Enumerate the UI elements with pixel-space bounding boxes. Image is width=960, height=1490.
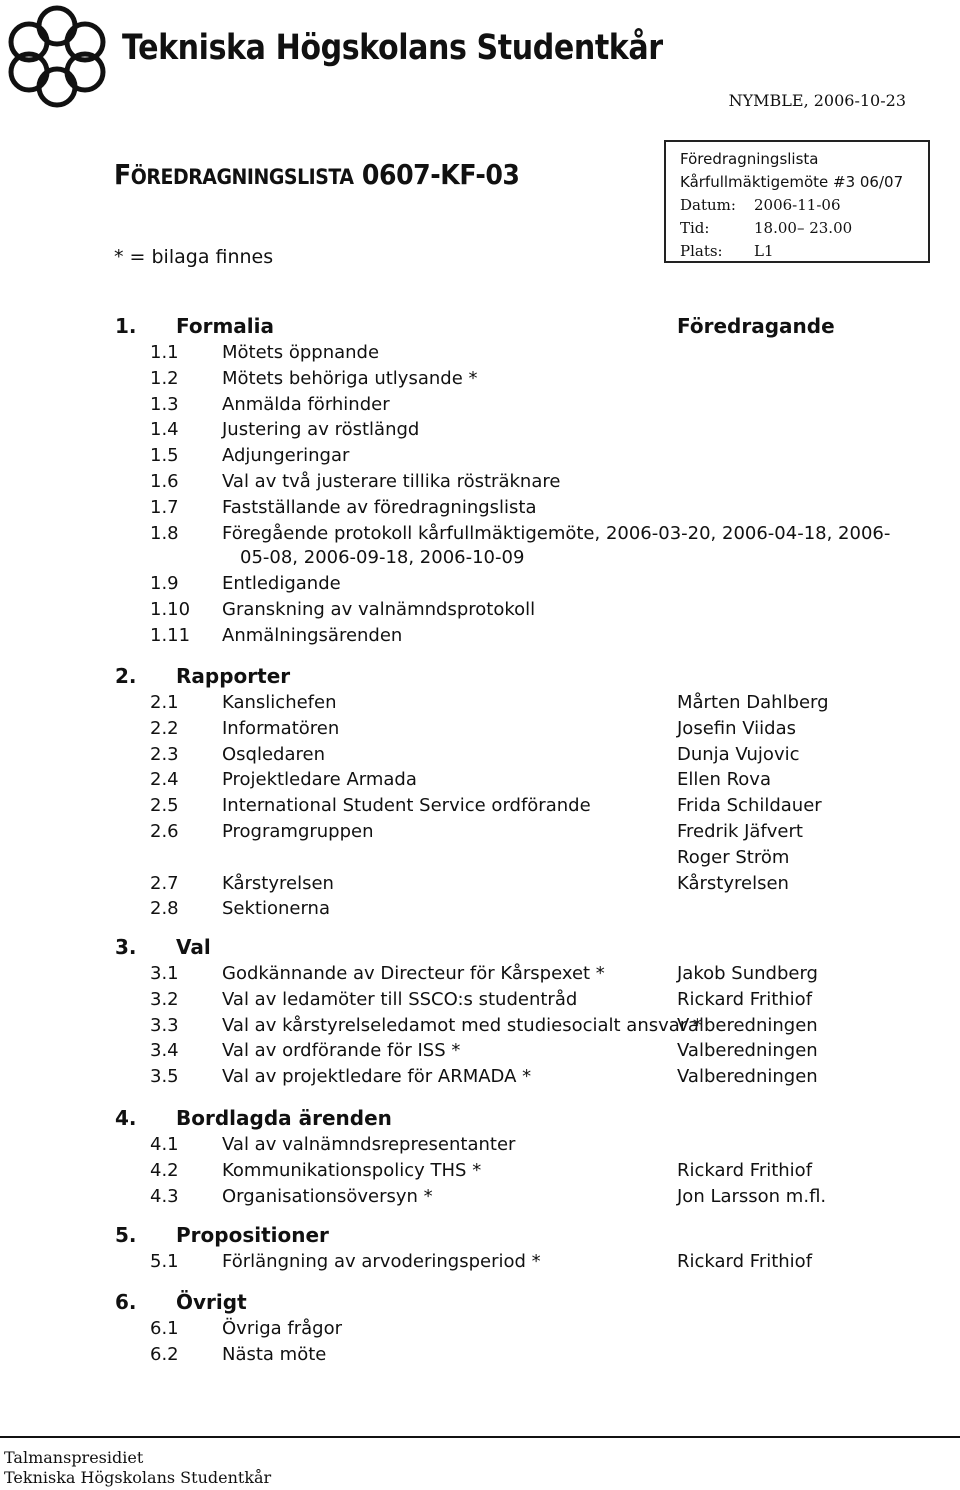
agenda-item-number: 3.3 xyxy=(150,1014,179,1036)
agenda-item-number: 2.8 xyxy=(150,898,179,920)
ths-logo xyxy=(4,4,110,108)
title-code: 0607-KF-03 xyxy=(361,158,520,191)
agenda-item-number: 1.9 xyxy=(150,573,179,595)
footer-divider xyxy=(0,1436,960,1438)
agenda-item-text: Entledigande xyxy=(222,573,341,595)
agenda-item-text: Mötets behöriga utlysande * xyxy=(222,367,478,389)
agenda-item-number: 1.4 xyxy=(150,419,179,441)
agenda-item-responsible: Valberedningen xyxy=(677,1066,818,1088)
agenda-item-number: 6.2 xyxy=(150,1343,179,1365)
footer-line-2: Tekniska Högskolans Studentkår xyxy=(4,1468,272,1487)
agenda-item-text: Övriga frågor xyxy=(222,1318,343,1339)
agenda-item-responsible: Frida Schildauer xyxy=(677,795,822,817)
agenda-item-number: 2.2 xyxy=(150,717,179,739)
agenda-item-responsible: Rickard Frithiof xyxy=(677,1251,813,1272)
agenda-item-number: 2.5 xyxy=(150,795,179,817)
agenda-item-number: 2.1 xyxy=(150,692,179,713)
info-line-1: Föredragningslista xyxy=(680,150,819,168)
info-tid: Tid: 18.00– 23.00 xyxy=(680,219,853,237)
agenda-item-text: Programgruppen xyxy=(222,821,374,842)
agenda-item-number: 2.7 xyxy=(150,872,179,894)
attachment-legend: * = bilaga finnes xyxy=(114,246,274,268)
agenda-item-text: Sektionerna xyxy=(222,898,330,920)
agenda-item-text: Anmälningsärenden xyxy=(222,624,403,646)
agenda-item-number: 1.1 xyxy=(150,342,179,363)
agenda-item-text: Adjungeringar xyxy=(222,445,350,467)
agenda-item-number: 1.7 xyxy=(150,496,179,518)
section-number: 3. xyxy=(115,935,137,959)
footer-line-1: Talmanspresidiet xyxy=(4,1448,144,1467)
agenda-item-text: Projektledare Armada xyxy=(222,769,417,791)
agenda-item-number: 3.5 xyxy=(150,1066,179,1088)
agenda-item-responsible: Fredrik Jäfvert xyxy=(677,821,803,842)
agenda-item-text: Val av kårstyrelseledamot med studiesocialt ansvar * xyxy=(222,1014,702,1036)
agenda-item-text: Organisationsöversyn * xyxy=(222,1185,433,1207)
agenda-item-text: Val av ledamöter till SSCO:s studentråd xyxy=(222,988,578,1010)
section-number: 6. xyxy=(115,1290,137,1314)
agenda-item-text: Godkännande av Directeur för Kårspexet * xyxy=(222,963,605,984)
agenda-item-text: Föregående protokoll kårfullmäktigemöte, 2006-03-20, 2006-04-18, 2006- xyxy=(222,522,891,544)
agenda-item-responsible: Valberedningen xyxy=(677,1040,818,1062)
section-title: Bordlagda ärenden xyxy=(176,1106,392,1130)
agenda-item-number: 3.1 xyxy=(150,963,179,984)
agenda-item-text: 05-08, 2006-09-18, 2006-10-09 xyxy=(240,547,525,569)
agenda-item-responsible: Valberedningen xyxy=(677,1014,818,1036)
agenda-item-text: Förlängning av arvoderingsperiod * xyxy=(222,1251,541,1272)
info-line-2: Kårfullmäktigemöte #3 06/07 xyxy=(680,173,904,191)
info-plats: Plats: L1 xyxy=(680,242,774,260)
agenda-item-responsible: Rickard Frithiof xyxy=(677,1159,813,1181)
document-date: NYMBLE, 2006-10-23 xyxy=(728,91,906,110)
agenda-item-text: Val av projektledare för ARMADA * xyxy=(222,1066,532,1088)
agenda-item-number: 2.3 xyxy=(150,743,179,765)
agenda-item-number: 2.4 xyxy=(150,769,179,791)
agenda-item-number: 3.2 xyxy=(150,988,179,1010)
title-initial: F xyxy=(114,158,131,191)
agenda-item-text: Anmälda förhinder xyxy=(222,393,390,415)
agenda-item-number: 4.3 xyxy=(150,1185,179,1207)
agenda-item-responsible: Mårten Dahlberg xyxy=(677,692,829,713)
agenda-item-number: 1.3 xyxy=(150,393,179,415)
section-number: 2. xyxy=(115,664,137,688)
agenda-item-number: 2.6 xyxy=(150,821,179,842)
agenda-item-number: 1.5 xyxy=(150,445,179,467)
agenda-item-text: Informatören xyxy=(222,717,340,739)
section-number: 1. xyxy=(115,314,137,338)
section-title: Propositioner xyxy=(176,1223,329,1247)
organization-name: Tekniska Högskolans Studentkår xyxy=(122,28,663,68)
section-title: Rapporter xyxy=(176,664,291,688)
section-title: Val xyxy=(176,935,211,959)
agenda-item-text: Kommunikationspolicy THS * xyxy=(222,1159,482,1181)
agenda-item-text: Osqledaren xyxy=(222,743,325,765)
agenda-item-responsible: Josefin Viidas xyxy=(677,717,796,739)
agenda-item-responsible: Roger Ström xyxy=(677,846,790,868)
agenda-item-text: Justering av röstlängd xyxy=(222,419,420,441)
agenda-item-text: International Student Service ordförande xyxy=(222,795,591,817)
agenda-item-number: 1.8 xyxy=(150,522,179,544)
title-rest: ÖREDRAGNINGSLISTA xyxy=(130,165,354,189)
section-title: Formalia xyxy=(176,314,274,338)
agenda-item-text: Fastställande av föredragningslista xyxy=(222,496,537,518)
agenda-item-text: Nästa möte xyxy=(222,1343,327,1365)
agenda-item-responsible: Ellen Rova xyxy=(677,769,771,791)
agenda-item-number: 5.1 xyxy=(150,1251,179,1272)
agenda-item-responsible: Dunja Vujovic xyxy=(677,743,800,765)
agenda-item-responsible: Jon Larsson m.fl. xyxy=(677,1185,827,1207)
agenda-item-number: 1.2 xyxy=(150,367,179,389)
agenda-item-number: 4.2 xyxy=(150,1159,179,1181)
agenda-item-text: Kanslichefen xyxy=(222,692,337,713)
agenda-item-number: 1.11 xyxy=(150,624,191,646)
agenda-item-number: 4.1 xyxy=(150,1134,179,1155)
agenda-item-text: Mötets öppnande xyxy=(222,342,380,363)
agenda-item-text: Val av ordförande för ISS * xyxy=(222,1040,461,1062)
section-title: Övrigt xyxy=(176,1290,247,1314)
section-number: 4. xyxy=(115,1106,137,1130)
agenda-item-text: Val av två justerare tillika rösträknare xyxy=(222,471,561,492)
agenda-item-text: Val av valnämndsrepresentanter xyxy=(222,1134,516,1155)
document-title xyxy=(114,158,520,191)
meeting-info-box xyxy=(664,140,930,263)
agenda-item-number: 6.1 xyxy=(150,1318,179,1339)
section-number: 5. xyxy=(115,1223,137,1247)
responsible-heading: Föredragande xyxy=(677,314,835,338)
agenda-item-responsible: Kårstyrelsen xyxy=(677,872,789,894)
agenda-item-text: Kårstyrelsen xyxy=(222,872,334,894)
agenda-item-text: Granskning av valnämndsprotokoll xyxy=(222,599,536,620)
agenda-item-number: 1.10 xyxy=(150,599,191,620)
agenda-item-responsible: Jakob Sundberg xyxy=(677,963,818,984)
info-datum: Datum: 2006-11-06 xyxy=(680,196,841,214)
agenda-item-number: 1.6 xyxy=(150,471,179,492)
agenda-item-responsible: Rickard Frithiof xyxy=(677,988,813,1010)
agenda-item-number: 3.4 xyxy=(150,1040,179,1062)
